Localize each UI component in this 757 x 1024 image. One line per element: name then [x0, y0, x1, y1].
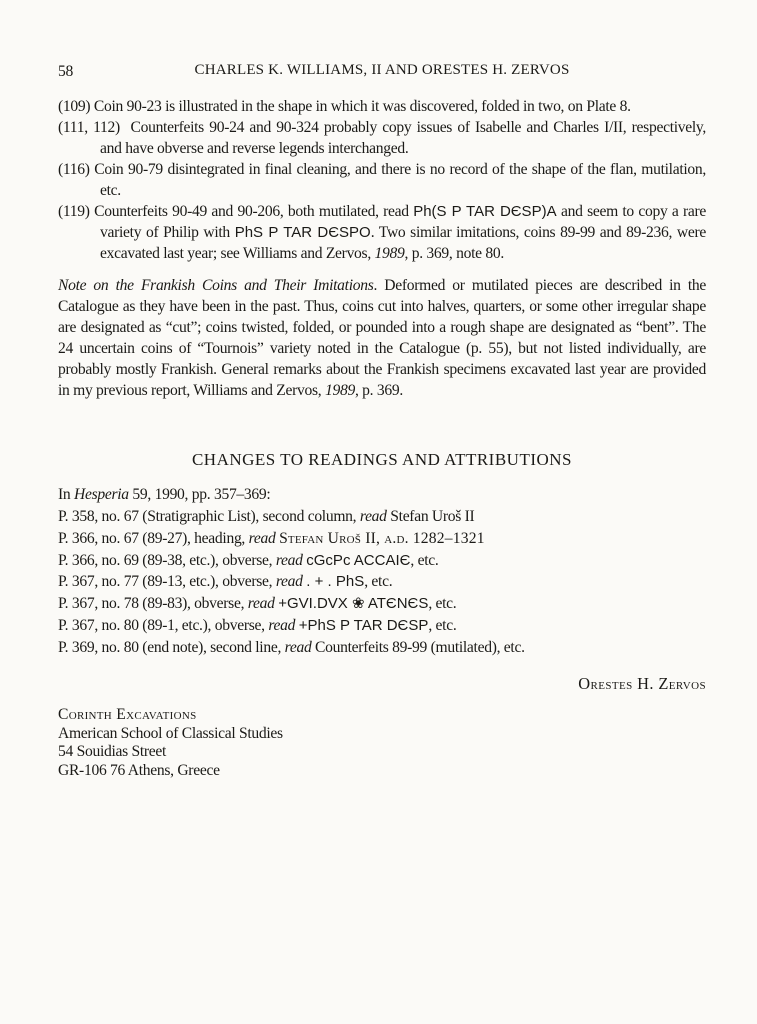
text-segment: cGcPc ACCAIЄ [306, 551, 411, 569]
text-segment: P. 358, no. 67 (Stratigraphic List), second column, [58, 507, 360, 525]
text-segment: Stefan Uroš II, a.d. 1282–1321 [279, 529, 485, 547]
text-segment: and seem to copy a rare variety of Philip with [100, 203, 707, 241]
change-item [58, 506, 706, 528]
text-segment: , p. 369, note 80. [404, 245, 504, 262]
endnote-body [94, 203, 706, 262]
text-segment: read [248, 529, 276, 547]
endnote-109 [58, 96, 706, 117]
endnote-label: (116) [58, 161, 95, 178]
endnote-label: (111, 112) [58, 119, 131, 136]
text-segment: P. 367, no. 80 (89-1, etc.), obverse, [58, 616, 269, 634]
change-item [58, 528, 706, 550]
text-segment: 1989 [324, 382, 355, 399]
text-segment: P. 366, no. 69 (89-38, etc.), obverse, [58, 551, 276, 569]
text-segment: read [247, 595, 275, 613]
text-segment: read [359, 507, 387, 525]
text-segment: P. 369, no. 80 (end note), second line, [58, 638, 285, 656]
change-item [58, 550, 706, 572]
text-segment: P. 367, no. 77 (89-13, etc.), obverse, [58, 573, 276, 591]
text-segment: Counterfeits 89-99 (mutilated), etc. [311, 638, 525, 656]
text-segment: , etc. [364, 573, 393, 591]
text-segment: +PhS P TAR DЄSP [298, 616, 429, 634]
author-signature: Orestes H. Zervos [578, 674, 706, 694]
text-segment: read [284, 638, 312, 656]
text-segment: Note on the Frankish Coins and Their Imitations [58, 277, 374, 294]
text-segment: , etc. [428, 616, 457, 634]
text-segment: P. 367, no. 78 (89-83), obverse, [58, 595, 248, 613]
changes-section [58, 484, 706, 658]
address-line: 54 Souidias Street [58, 743, 167, 761]
text-segment: Coin 90-79 disintegrated in final cleaning, and there is no record of the shape of the flan, mutilation, etc. [94, 161, 706, 199]
text-segment: In [58, 486, 74, 504]
text-segment: PhS P TAR DЄSPO [234, 224, 371, 241]
text-segment: read [275, 573, 303, 591]
address-institution: Corinth Excavations [58, 706, 197, 724]
endnote-body [94, 98, 631, 115]
endnote-111-112 [58, 117, 706, 159]
text-segment: Counterfeits 90-24 and 90-324 probably copy issues of Isabelle and Charles I/II, respectively, and have obverse and reverse legends interchanged. [100, 119, 706, 157]
text-segment: 1989 [374, 245, 405, 262]
section-heading: CHANGES TO READINGS AND ATTRIBUTIONS [191, 450, 573, 469]
text-segment: . + . PhS [306, 573, 365, 591]
text-segment: Hesperia [74, 486, 129, 504]
changes-intro [58, 484, 706, 506]
address-line: American School of Classical Studies [58, 724, 283, 742]
text-segment: read [268, 616, 296, 634]
page-number: 58 [58, 63, 73, 80]
text-segment: Ph(S P TAR DЄSP)A [413, 203, 557, 220]
text-segment: read [275, 551, 303, 569]
endnote-label: (119) [58, 203, 95, 220]
address-line: GR-106 76 Athens, Greece [58, 761, 220, 779]
text-segment: Stefan Uroš II [386, 507, 475, 525]
text-segment: . Deformed or mutilated pieces are described in the Catalogue as they have been in the past. Thus, coins cut into halves, quarters, or some other irregular shape are designated as “cut”; coins twisted, folded, or pounded into a rough shape are designated as “bent”. The 24 uncertain coins of “Tournois” variety noted in the Catalogue (p. 55), but not listed individually, are probably mostly Frankish. General remarks about the Frankish specimens excavated last year are provided in my previous report, Williams and Zervos, [58, 277, 706, 399]
endnote-body [94, 161, 706, 199]
change-item [58, 637, 706, 659]
page-header [58, 60, 706, 81]
text-segment: , etc. [410, 551, 439, 569]
text-segment: +GVI.DVX ❀ ATЄNЄS [278, 595, 429, 613]
text-segment: . Two similar imitations, coins 89-99 and 89-236, were excavated last year; see Williams and Zervos, [100, 224, 707, 262]
author-address-block [58, 706, 706, 780]
endnote-label: (109) [58, 98, 94, 115]
running-head: CHARLES K. WILLIAMS, II AND ORESTES H. ZERVOS [194, 62, 570, 78]
change-item [58, 593, 706, 615]
text-segment: 59, 1990, pp. 357–369: [128, 486, 271, 504]
endnote-116 [58, 159, 706, 201]
frankish-note-paragraph [58, 275, 706, 401]
endnote-119 [58, 201, 706, 264]
change-item [58, 571, 706, 593]
text-segment: Counterfeits 90-49 and 90-206, both mutilated, read [94, 203, 414, 220]
text-segment: Coin 90-23 is illustrated in the shape in which it was discovered, folded in two, on Plate 8. [93, 98, 631, 115]
endnote-body [100, 119, 706, 157]
text-segment: , etc. [428, 595, 457, 613]
text-segment: , p. 369. [354, 382, 403, 399]
change-item [58, 615, 706, 637]
endnotes-section [58, 96, 706, 264]
text-segment: P. 366, no. 67 (89-27), heading, [58, 529, 249, 547]
